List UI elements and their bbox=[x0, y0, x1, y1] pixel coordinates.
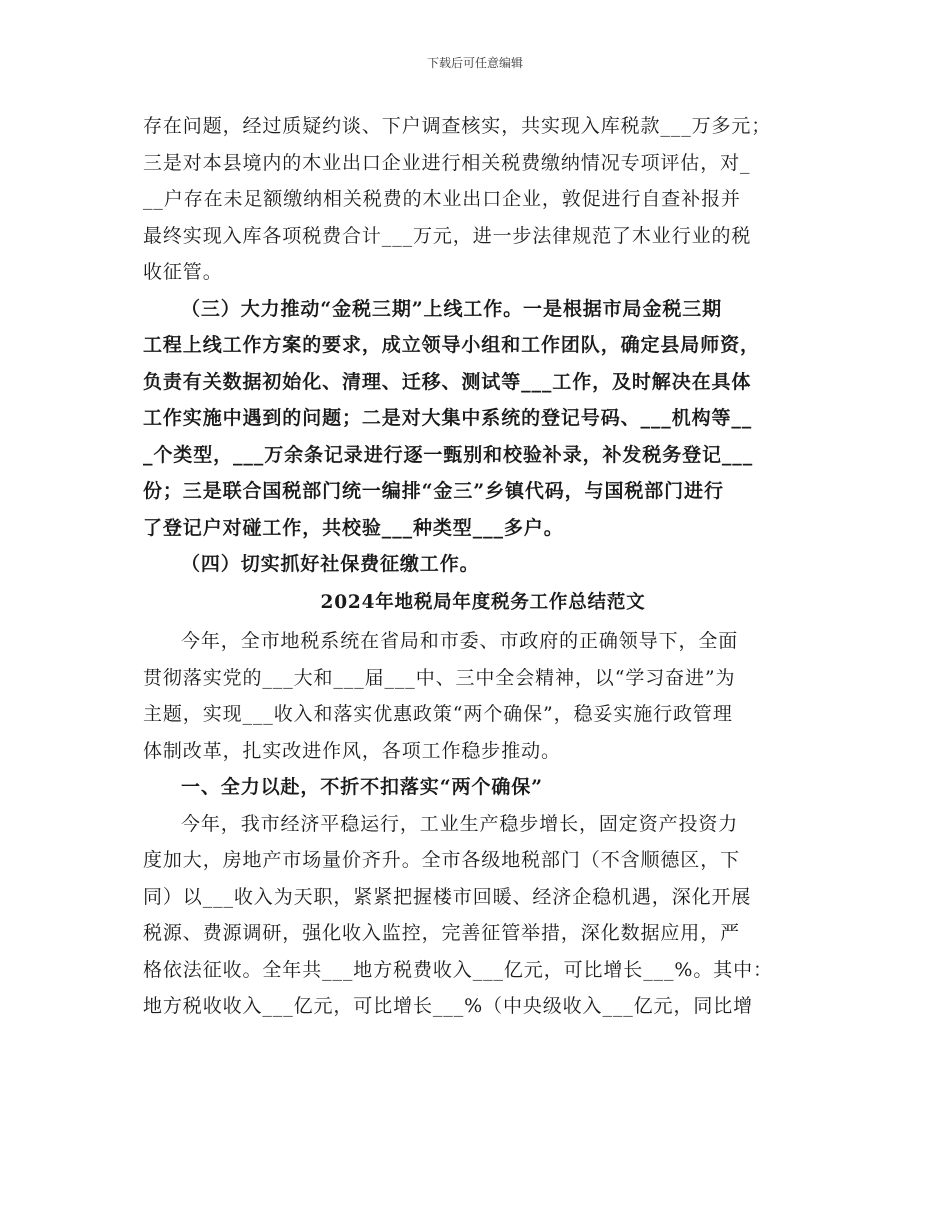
paragraph-line: 贯彻落实党的___大和___届___中、三中全会精神，以“学习奋进”为 bbox=[143, 666, 736, 689]
bold-paragraph-line: 工程上线工作方案的要求，成立领导小组和工作团队，确定县局师资， bbox=[143, 334, 760, 356]
bold-paragraph-line: 工作实施中遇到的问题；二是对大集中系统的登记号码、___机构等__ bbox=[143, 407, 753, 429]
bold-paragraph-line: 份；三是联合国税部门统一编排“金三”乡镇代码，与国税部门进行 bbox=[143, 480, 724, 502]
page-header: 下载后可任意编辑 bbox=[426, 56, 523, 70]
paragraph-line: 主题，实现___收入和落实优惠政策“两个确保”，稳妥实施行政管理 bbox=[143, 703, 733, 725]
document-title: 2024年地税局年度税务工作总结范文 bbox=[320, 591, 646, 613]
paragraph-line: 税源、费源调研，强化收入监控，完善征管举措，深化数据应用，严 bbox=[143, 922, 741, 944]
paragraph-line: __户存在未足额缴纳相关税费的木业出口企业，敦促进行自查补报并 bbox=[143, 188, 741, 210]
paragraph-line: 地方税收收入___亿元，可比增长___%（中央级收入___亿元，同比增 bbox=[143, 995, 754, 1017]
paragraph-line: 存在问题，经过质疑约谈、下户调查核实，共实现入库税款___万多元； bbox=[143, 115, 772, 137]
paragraph-line: 三是对本县境内的木业出口企业进行相关税费缴纳情况专项评估，对_ bbox=[143, 151, 751, 174]
paragraph-line: 最终实现入库各项税费合计___万元，进一步法律规范了木业行业的税 bbox=[143, 224, 752, 247]
paragraph-line: 体制改革，扎实改进作风，各项工作稳步推动。 bbox=[143, 739, 561, 762]
paragraph-line: 格依法征收。全年共___地方税费收入___亿元，可比增长___%。其中： bbox=[143, 958, 773, 981]
document-body bbox=[143, 108, 823, 1025]
bold-paragraph-line: _个类型，___万余条记录进行逐一甄别和校验补录，补发税务登记___ bbox=[143, 443, 754, 466]
section-heading: 一、全力以赴，不折不扣落实“两个确保” bbox=[181, 776, 543, 798]
bold-paragraph-line: （三）大力推动“金税三期”上线工作。一是根据市局金税三期 bbox=[181, 297, 723, 320]
paragraph-line: 今年，全市地税系统在省局和市委、市政府的正确领导下，全面 bbox=[181, 630, 739, 652]
paragraph-line: 收征管。 bbox=[143, 261, 223, 283]
bold-paragraph-line: 了登记户对碰工作，共校验___种类型___多户。 bbox=[143, 516, 564, 539]
paragraph-line: 今年，我市经济平稳运行，工业生产稳步增长，固定资产投资力 bbox=[181, 812, 739, 835]
bold-paragraph-line: 负责有关数据初始化、清理、迁移、测试等___工作，及时解决在具体 bbox=[143, 370, 752, 393]
subsection-heading: （四）切实抓好社保费征缴工作。 bbox=[181, 553, 480, 575]
paragraph-line: 度加大，房地产市场量价齐升。全市各级地税部门（不含顺德区，下 bbox=[143, 849, 741, 871]
paragraph-line: 同）以___收入为天职，紧紧把握楼市回暖、经济企稳机遇，深化开展 bbox=[143, 885, 752, 908]
